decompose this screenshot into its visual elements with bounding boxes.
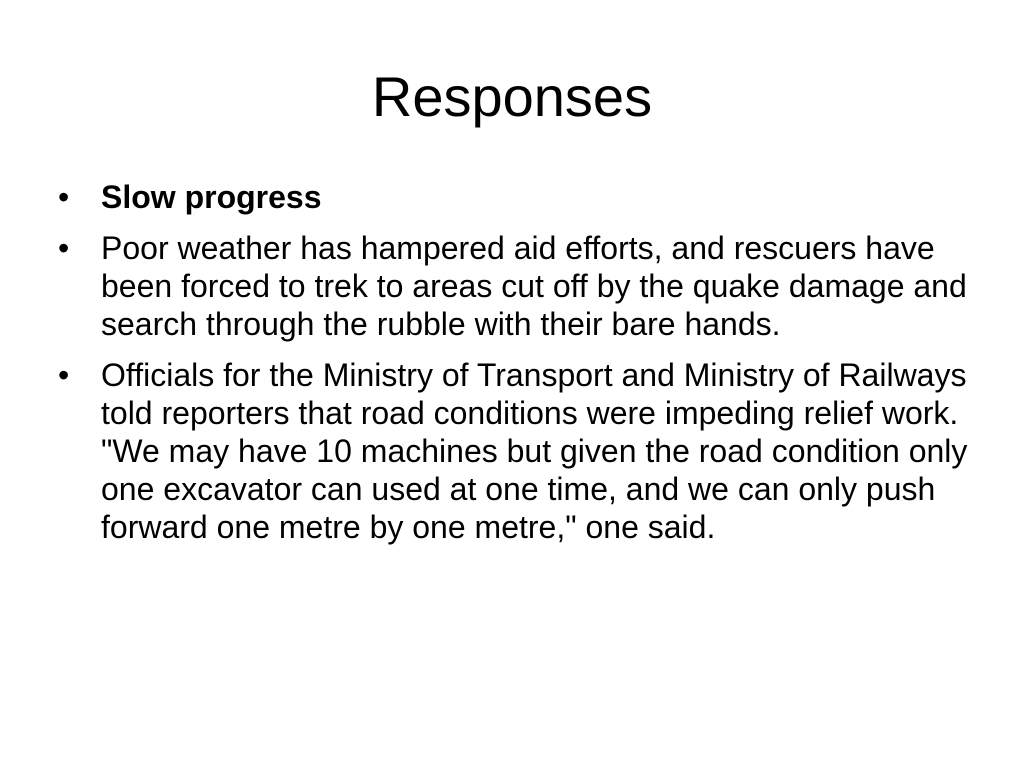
bullet-item-officials: [58, 356, 978, 546]
bullet-list: [58, 178, 978, 559]
bullet-text: Poor weather has hampered aid efforts, and rescuers have been forced to trek to areas cut off by the quake damage and search through the rubble with their bare hands.: [101, 230, 967, 342]
bullet-text: Officials for the Ministry of Transport and Ministry of Railways told reporters that road conditions were impeding relief work. "We may have 10 machines but given the road condition only one excavator can used at one time, and we can only push forward one metre by one metre," one said.: [101, 357, 968, 545]
bullet-point-icon: •: [58, 357, 70, 393]
bullet-text: Slow progress: [101, 179, 322, 215]
slide-title: Responses: [371, 65, 653, 128]
bullet-point-icon: •: [58, 230, 70, 266]
bullet-point-icon: •: [58, 179, 70, 215]
bullet-item-slow-progress: [58, 178, 978, 216]
bullet-item-poor-weather: [58, 229, 978, 343]
